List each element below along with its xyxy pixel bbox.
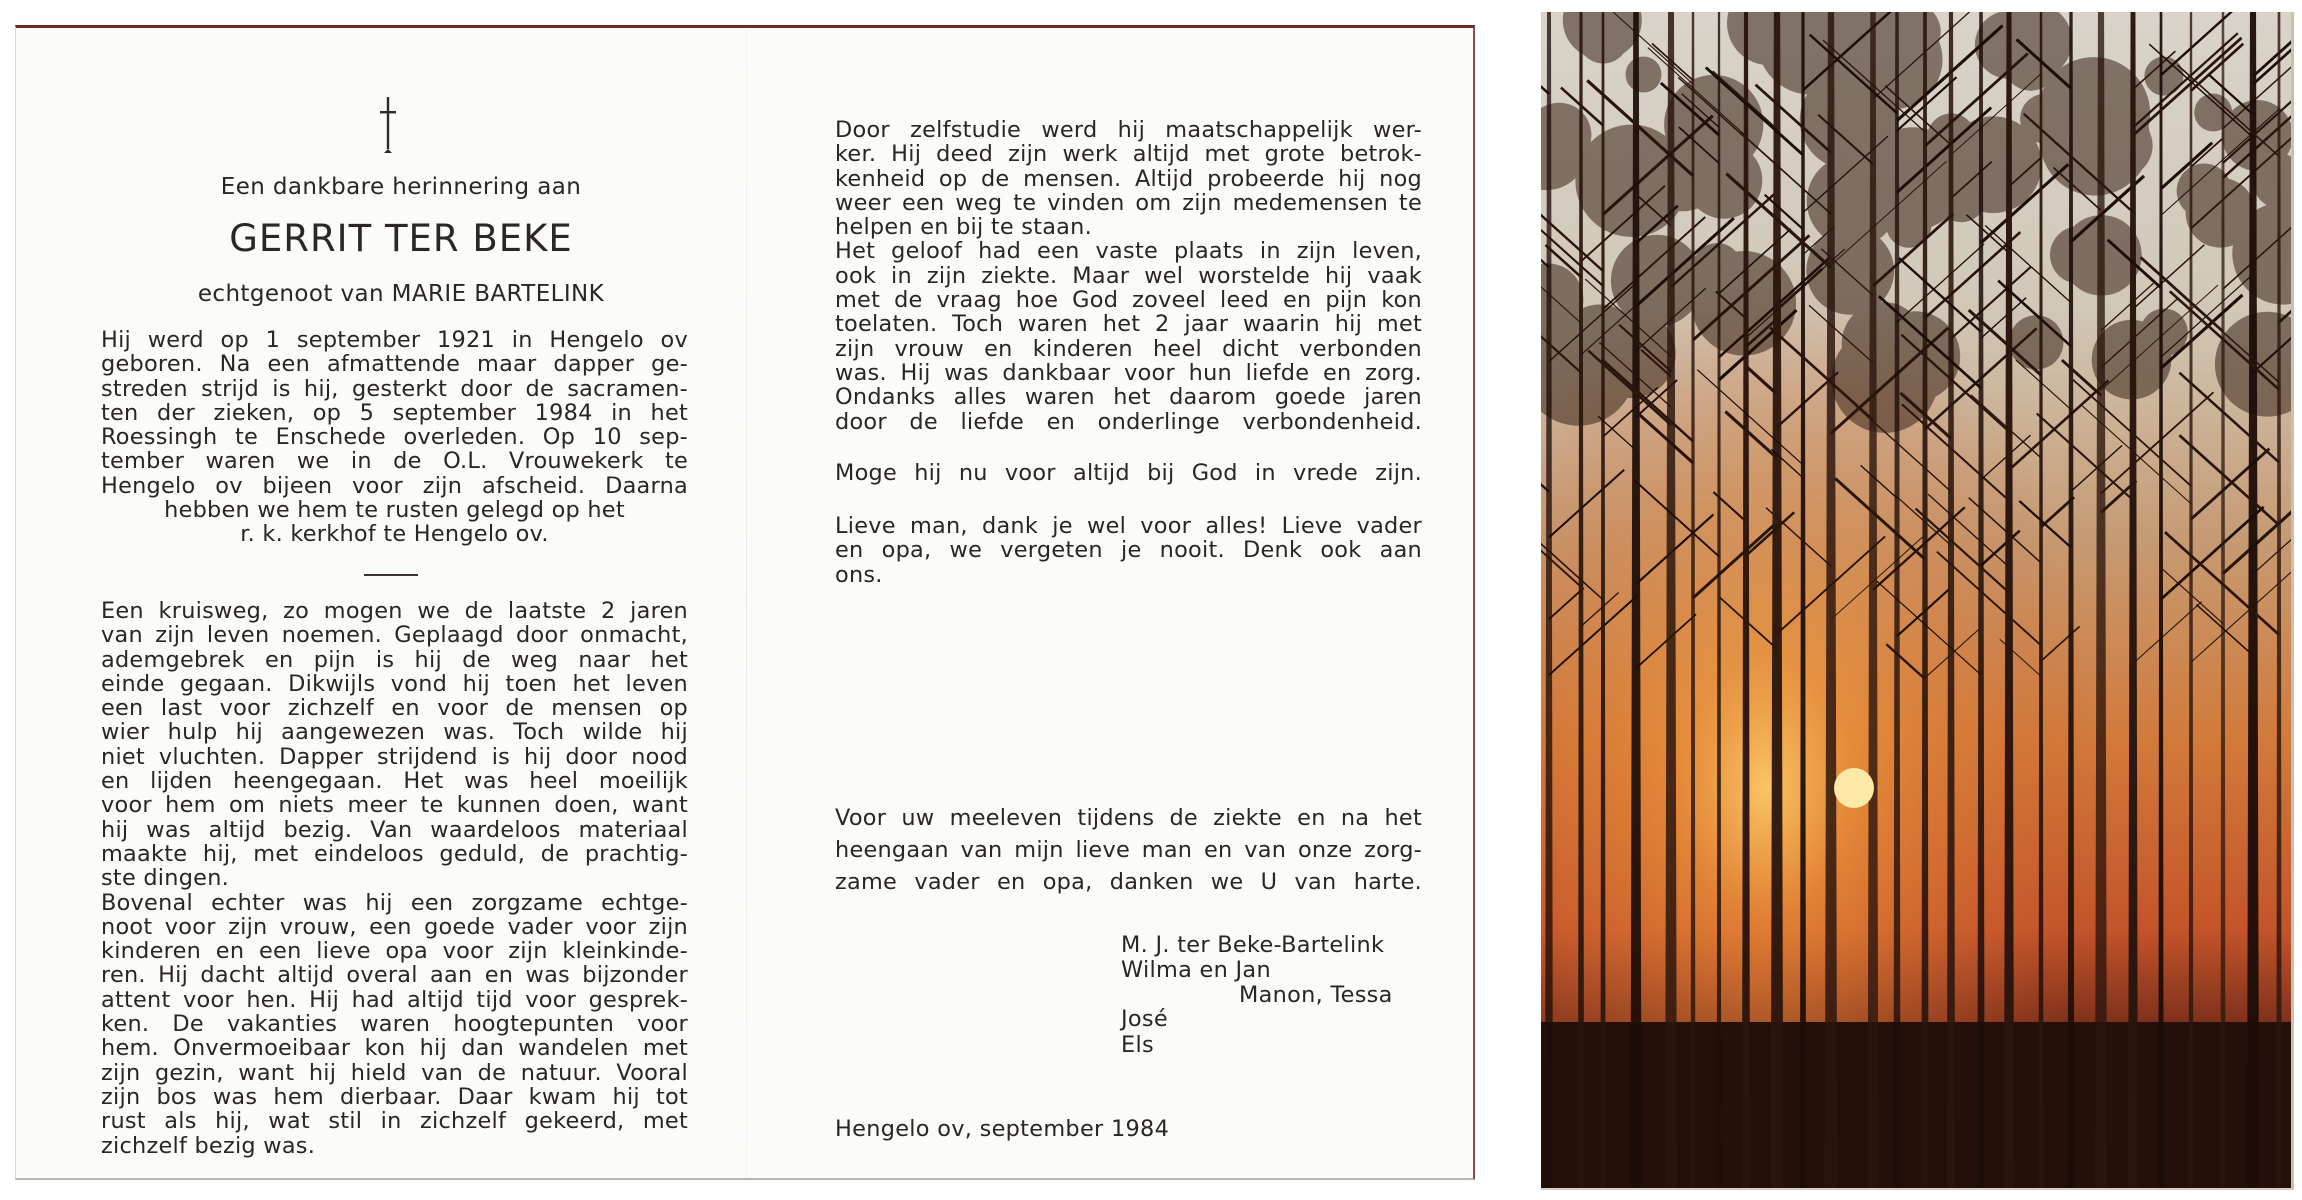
text-line: Hengelo ov bijeen voor zijn afscheid. Daarna — [101, 473, 688, 499]
signature-child-jose: José — [1121, 1006, 1168, 1032]
life-story-block — [101, 599, 688, 1158]
text-line: helpen en bij te staan. — [835, 215, 1092, 240]
text-line: toelaten. Toch waren het 2 jaar waarin hij met — [835, 312, 1422, 337]
text-line: ten der zieken, op 5 september 1984 in het — [101, 400, 688, 426]
farewell-block — [835, 514, 1422, 587]
text-line: hij was altijd bezig. Van waardeloos materiaal — [101, 817, 688, 842]
signature-widow: M. J. ter Beke-Bartelink — [1121, 932, 1385, 958]
text-line: niet vluchten. Dapper strijdend is hij door nood — [101, 744, 688, 770]
text-line: ons. — [835, 562, 883, 587]
text-line: r. k. kerkhof te Hengelo ov. — [240, 522, 549, 547]
text-line: Voor uw meeleven tijdens de ziekte en na het — [835, 805, 1422, 831]
card-fold-line — [746, 28, 747, 1178]
text-line: ren. Hij dacht altijd overal aan en was bijzonder — [101, 963, 688, 988]
text-line: zijn gezin, want hij hield van de natuur. Vooral — [101, 1060, 688, 1085]
place-and-date: Hengelo ov, september 1984 — [835, 1116, 1170, 1142]
text-line: Lieve man, dank je wel voor alles! Lieve vader — [835, 514, 1422, 539]
text-line: rust als hij, wat stil in zichzelf gekeerd, met — [101, 1109, 688, 1134]
memorial-card — [15, 25, 1475, 1180]
text-line: streden strijd is hij, gesterkt door de sacramen- — [101, 376, 688, 401]
text-line: Bovenal echter was hij een zorgzame echtge- — [101, 890, 688, 915]
cross-icon — [376, 93, 400, 157]
text-line: kinderen en een lieve opa voor zijn kleinkinde- — [101, 939, 688, 964]
text-line: Ondanks alles waren het daarom goede jaren — [835, 385, 1422, 410]
text-line: attent voor hen. Hij had altijd tijd voor gesprek- — [101, 987, 688, 1013]
prayer-line — [835, 461, 1422, 485]
text-line: Het geloof had een vaste plaats in zijn leven, — [835, 239, 1422, 264]
text-line: wier hulp hij aangewezen was. Toch wilde hij — [101, 720, 688, 745]
text-line: en opa, we vergeten je nooit. Denk ook aan — [835, 538, 1422, 563]
text-line: ken. De vakanties waren hoogtepunten voor — [101, 1012, 688, 1037]
text-line: Hij werd op 1 september 1921 in Hengelo ov — [101, 328, 688, 353]
thanks-block — [835, 802, 1422, 898]
text-line: Moge hij nu voor altijd bij God in vrede zijn. — [835, 461, 1422, 486]
text-line: met de vraag hoe God zoveel leed en pijn kon — [835, 288, 1422, 313]
text-line: heengaan van mijn lieve man en van onze zorg- — [835, 837, 1422, 863]
signature-children: Wilma en Jan — [1121, 957, 1271, 983]
text-line: was. Hij was dankbaar voor hun liefde en zorg. — [835, 360, 1422, 386]
sun-icon — [1834, 768, 1874, 808]
text-line: van zijn leven noemen. Geplaagd door onmacht, — [101, 623, 688, 648]
deceased-name: GERRIT TER BEKE — [229, 217, 573, 260]
text-line: geboren. Na een afmattende maar dapper ge- — [101, 352, 688, 377]
text-line: en lijden heengegaan. Het was heel moeilijk — [101, 769, 688, 794]
text-line: door de liefde en onderlinge verbondenheid. — [835, 409, 1422, 434]
text-line: Door zelfstudie werd hij maatschappelijk wer- — [835, 118, 1422, 143]
text-line: weer een weg te vinden om zijn medemensen te — [835, 190, 1422, 216]
text-line: zijn vrouw en kinderen heel dicht verbonden — [835, 336, 1422, 361]
work-and-faith-block — [835, 118, 1422, 434]
text-line: kenheid op de mensen. Altijd probeerde hij nog — [835, 166, 1422, 191]
sunset-forest-photo — [1541, 12, 2294, 1190]
text-line: noot voor zijn vrouw, een goede vader voor zijn — [101, 914, 688, 940]
intro-text: Een dankbare herinnering aan — [220, 174, 582, 200]
text-line: zame vader en opa, danken we U van harte. — [835, 869, 1422, 895]
text-line: Een kruisweg, zo mogen we de laatste 2 jaren — [101, 599, 688, 624]
text-line: einde gegaan. Dikwijls vond hij toen het leven — [101, 671, 688, 697]
text-line: ademgebrek en pijn is hij de weg naar het — [101, 647, 688, 672]
text-line: maakte hij, met eindeloos geduld, de prachtig- — [101, 841, 688, 867]
text-line: Roessingh te Enschede overleden. Op 10 sep- — [101, 425, 688, 450]
text-line: ook in zijn ziekte. Maar wel worstelde hij vaak — [835, 263, 1422, 289]
biography-block — [101, 328, 688, 547]
text-line: zichzelf bezig was. — [101, 1133, 316, 1158]
text-line: ker. Hij deed zijn werk altijd met grote betrok- — [835, 142, 1422, 167]
text-line: een last voor zichzelf en voor de mensen op — [101, 696, 688, 721]
section-divider — [364, 574, 418, 576]
text-line: hebben we hem te rusten gelegd op het — [164, 498, 625, 523]
text-line: hem. Onvermoeibaar kon hij dan wandelen met — [101, 1036, 688, 1061]
text-line: tember waren we in de O.L. Vrouwekerk te — [101, 449, 688, 474]
spouse-line: echtgenoot van MARIE BARTELINK — [197, 281, 605, 307]
text-line: ste dingen. — [101, 866, 230, 891]
text-line: voor hem om niets meer te kunnen doen, want — [101, 793, 688, 818]
signature-child-els: Els — [1121, 1032, 1154, 1058]
signature-grandchildren: Manon, Tessa — [1239, 982, 1393, 1008]
text-line: zijn bos was hem dierbaar. Daar kwam hij tot — [101, 1084, 688, 1110]
